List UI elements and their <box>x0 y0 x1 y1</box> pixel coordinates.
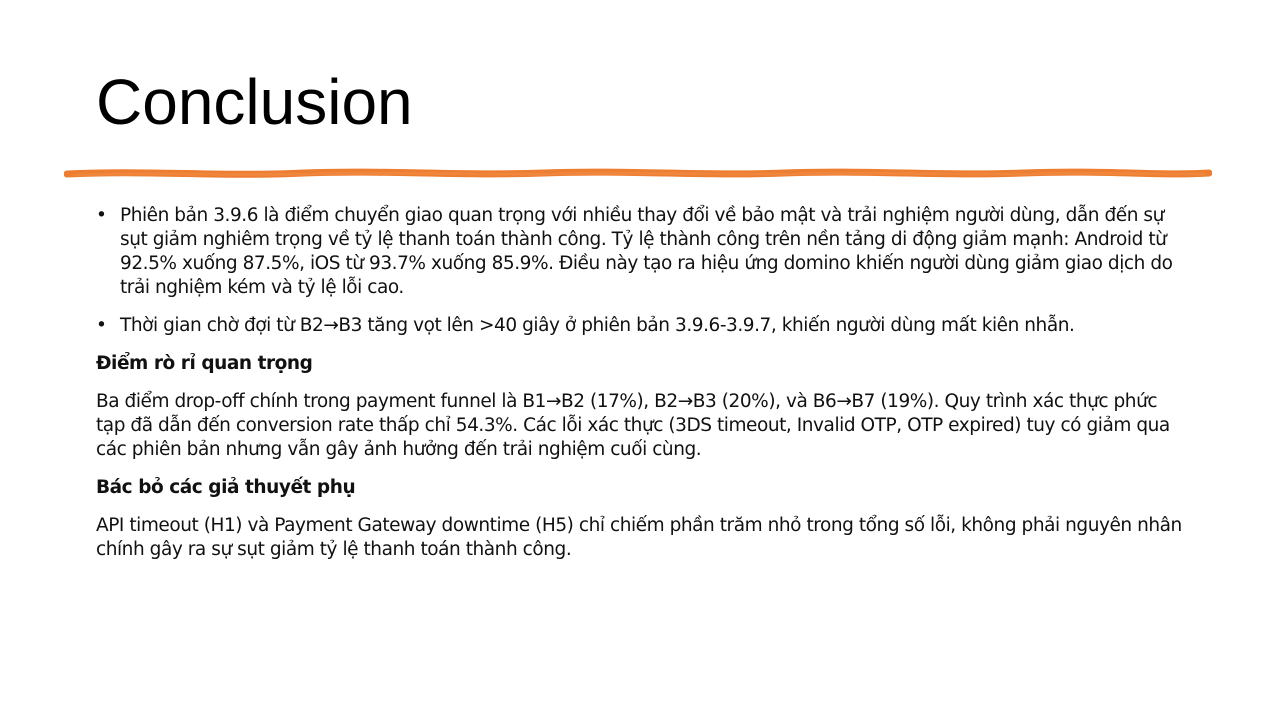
slide-title: Conclusion <box>96 66 413 138</box>
title-divider <box>64 164 1212 184</box>
section-heading-key-leaks: Điểm rò rỉ quan trọng <box>96 353 313 374</box>
bullet-item <box>96 314 1186 338</box>
bullet-text: Thời gian chờ đợi từ B2→B3 tăng vọt lên >40 giây ở phiên bản 3.9.6-3.9.7, khiến người dùng mất kiên nhẫn. <box>120 315 1075 336</box>
slide-content <box>96 204 1186 576</box>
bullet-glyph: • <box>96 315 107 336</box>
bullet-list <box>96 204 1186 338</box>
bullet-item <box>96 204 1186 300</box>
section-body-rejected-hypotheses: API timeout (H1) và Payment Gateway downtime (H5) chỉ chiếm phần trăm nhỏ trong tổng số lỗi, không phải nguyên nhân chính gây ra sự sụt giảm tỷ lệ thanh toán thành công. <box>96 515 1182 560</box>
bullet-text: Phiên bản 3.9.6 là điểm chuyển giao quan trọng với nhiều thay đổi về bảo mật và trải nghiệm người dùng, dẫn đến sự sụt giảm nghiêm trọng về tỷ lệ thanh toán thành công. Tỷ lệ thành công trên nền tảng di động giảm mạnh: Android từ 92.5% xuống 87.5%, iOS từ 93.7% xuống 85.9%. Điều này tạo ra hiệu ứng domino khiến người dùng giảm giao dịch do trải nghiệm kém và tỷ lệ lỗi cao. <box>120 205 1173 298</box>
section-body-key-leaks: Ba điểm drop-off chính trong payment funnel là B1→B2 (17%), B2→B3 (20%), và B6→B7 (19%). Quy trình xác thực phức tạp đã dẫn đến conversion rate thấp chỉ 54.3%. Các lỗi xác thực (3DS timeout, Invalid OTP, OTP expired) tuy có giảm qua các phiên bản nhưng vẫn gây ảnh hưởng đến trải nghiệm cuối cùng. <box>96 391 1170 460</box>
divider-brush-texture <box>74 173 1204 175</box>
section-heading-rejected-hypotheses: Bác bỏ các giả thuyết phụ <box>96 477 356 498</box>
bullet-glyph: • <box>96 205 107 226</box>
